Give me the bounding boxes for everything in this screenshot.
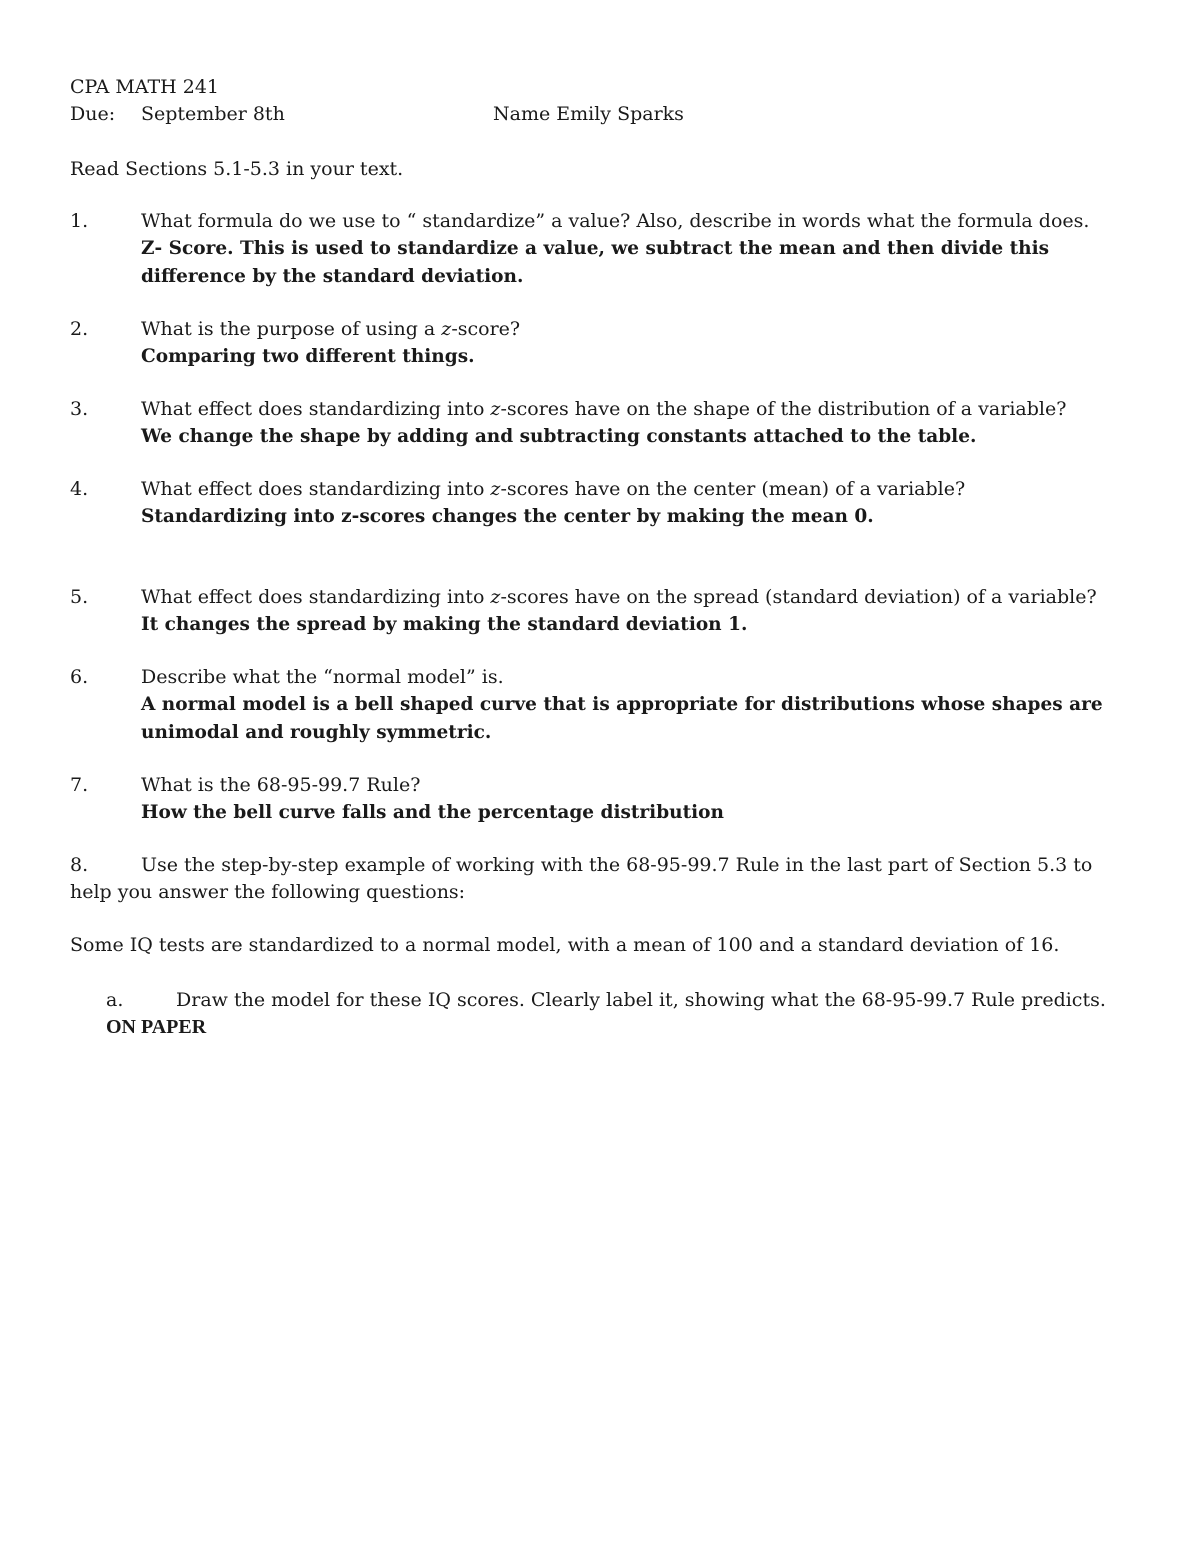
question-text-part: What is the purpose of using a xyxy=(141,318,442,340)
part-a-text: Draw the model for these IQ scores. Clearly label it, showing what the 68-95-99.7 Rule predicts. xyxy=(176,989,1106,1011)
question-number: 7. xyxy=(70,774,89,796)
part-a xyxy=(70,987,1140,1041)
question-number: 4. xyxy=(70,478,89,500)
question-text-part: What effect does standardizing into xyxy=(141,398,491,420)
question-text: Describe what the “normal model” is. xyxy=(141,666,504,688)
reading-instruction: Read Sections 5.1-5.3 in your text. xyxy=(70,158,404,180)
question-text-part: -scores have on the shape of the distribution of a variable? xyxy=(500,398,1067,420)
answer-text: How the bell curve falls and the percentage distribution xyxy=(141,802,724,823)
iq-problem-statement: Some IQ tests are standardized to a normal model, with a mean of 100 and a standard deviation of 16. xyxy=(70,934,1060,956)
question-text: What is the 68-95-99.7 Rule? xyxy=(141,774,421,796)
question-2 xyxy=(70,316,1140,371)
question-number: 1. xyxy=(70,210,89,232)
z-variable: z xyxy=(441,318,452,340)
answer-text: Standardizing into z-scores changes the center by making the mean 0. xyxy=(141,506,874,527)
question-number: 5. xyxy=(70,586,89,608)
worksheet-page xyxy=(70,74,1140,1041)
question-8 xyxy=(70,852,1140,906)
student-name: Name Emily Sparks xyxy=(493,103,684,125)
z-variable: z xyxy=(490,398,501,420)
question-4 xyxy=(70,476,1140,531)
question-number: 8. xyxy=(70,854,89,876)
z-variable: z xyxy=(490,478,501,500)
question-text-part: What effect does standardizing into xyxy=(141,478,491,500)
due-row xyxy=(70,101,1140,128)
due-label: Due: xyxy=(70,103,116,125)
question-text xyxy=(141,584,1140,611)
due-date: September 8th xyxy=(141,103,285,125)
question-text-part: -scores have on the center (mean) of a variable? xyxy=(500,478,966,500)
question-text: Use the step-by-step example of working with the 68-95-99.7 Rule in the last part of Section 5.3 to help you answer the following questions: xyxy=(70,854,1093,903)
question-5 xyxy=(70,584,1140,639)
question-text-part: -scores have on the spread (standard deviation) of a variable? xyxy=(500,586,1097,608)
question-number: 2. xyxy=(70,318,89,340)
part-a-answer: ON PAPER xyxy=(106,1016,207,1038)
z-variable: z xyxy=(490,586,501,608)
answer-text: It changes the spread by making the standard deviation 1. xyxy=(141,614,748,635)
answer-text: Z- Score. This is used to standardize a value, we subtract the mean and then divide this difference by the standard deviation. xyxy=(141,238,1050,287)
answer-text: Comparing two different things. xyxy=(141,346,475,367)
question-number: 6. xyxy=(70,666,89,688)
question-text-part: -score? xyxy=(451,318,521,340)
question-text xyxy=(141,476,1140,503)
question-7 xyxy=(70,772,1140,827)
course-title: CPA MATH 241 xyxy=(70,76,220,98)
question-text: What formula do we use to “ standardize” a value? Also, describe in words what the formula does. xyxy=(141,210,1090,232)
question-text xyxy=(141,396,1140,423)
answer-text: A normal model is a bell shaped curve that is appropriate for distributions whose shapes are unimodal and roughly symmetric. xyxy=(141,694,1103,743)
question-text xyxy=(141,316,1140,343)
question-3 xyxy=(70,396,1140,451)
question-number: 3. xyxy=(70,398,89,420)
question-1 xyxy=(70,208,1140,291)
answer-text: We change the shape by adding and subtracting constants attached to the table. xyxy=(141,426,977,447)
question-text-part: What effect does standardizing into xyxy=(141,586,491,608)
question-6 xyxy=(70,664,1140,747)
part-letter: a. xyxy=(106,989,124,1011)
